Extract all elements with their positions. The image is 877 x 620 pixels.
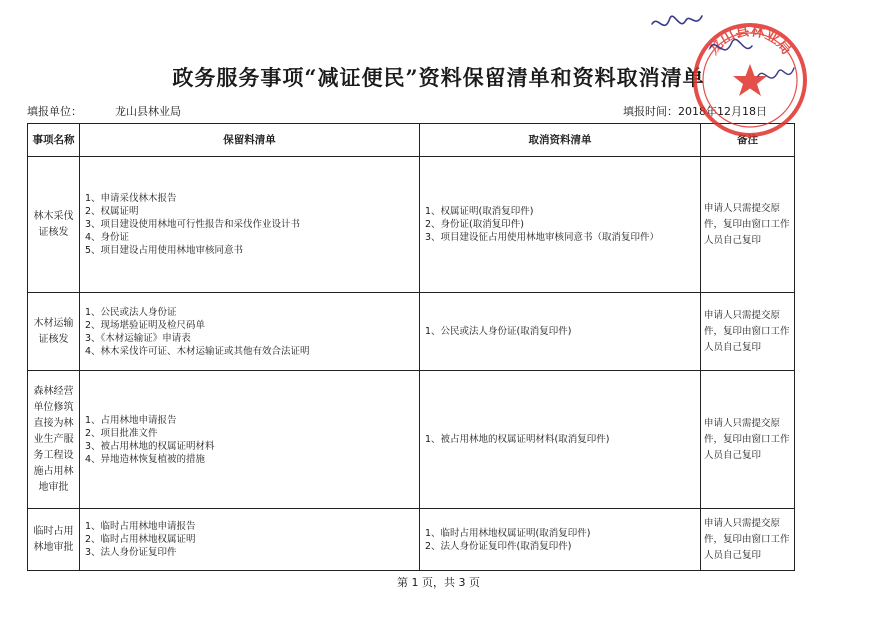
cancelled-item: 1、被占用林地的权属证明材料(取消复印件) — [425, 434, 610, 445]
cancelled-item: 2、身份证(取消复印件) — [425, 219, 524, 230]
note-text: 申请人只需提交原件，复印由窗口工作人员自己复印 — [701, 293, 795, 371]
retained-item: 1、临时占用林地申请报告 — [85, 521, 196, 532]
retained-item: 4、异地造林恢复植被的措施 — [85, 453, 206, 465]
retained-item: 3、项目建设使用林地可行性报告和采伐作业设计书 — [85, 219, 301, 230]
cancelled-list — [420, 509, 701, 571]
retained-item: 1、申请采伐林木报告 — [85, 193, 177, 204]
cancelled-item: 1、权属证明(取消复印件) — [425, 206, 534, 217]
retained-item: 2、现场堪验证明及检尺码单 — [85, 319, 206, 331]
note-text: 申请人只需提交原件，复印由窗口工作人员自己复印 — [701, 371, 795, 509]
note-text: 申请人只需提交原件，复印由窗口工作人员自己复印 — [701, 509, 795, 571]
cancelled-item: 3、项目建设征占用使用林地审核同意书（取消复印件） — [425, 232, 660, 243]
cancelled-item: 1、公民或法人身份证(取消复印件) — [425, 326, 572, 337]
cancelled-list — [420, 371, 701, 509]
retained-item: 4、林木采伐许可证、木材运输证或其他有效合法证明 — [85, 345, 310, 357]
cancelled-item: 2、法人身份证复印件(取消复印件) — [425, 540, 572, 552]
retained-item: 1、公民或法人身份证 — [85, 306, 177, 318]
item-name: 林木采伐证核发 — [28, 157, 80, 293]
retained-item: 5、项目建设占用使用林地审核同意书 — [85, 245, 244, 256]
retained-item: 3、法人身份证复印件 — [85, 547, 177, 558]
retained-list — [80, 293, 420, 371]
retained-list — [80, 157, 420, 293]
header-cancelled: 取消资料清单 — [420, 124, 701, 157]
table-header-row — [28, 124, 795, 157]
table-row — [28, 371, 795, 509]
table-row — [28, 157, 795, 293]
item-name: 森林经营单位修筑直接为林业生产服务工程设施占用林地审批 — [28, 371, 80, 509]
table-row — [28, 509, 795, 571]
unit-name: 龙山县林业局 — [115, 105, 181, 118]
checklist-table — [27, 123, 795, 571]
header-note: 备注 — [701, 124, 795, 157]
retained-item: 3、《木材运输证》申请表 — [85, 332, 191, 344]
retained-item: 2、临时占用林地权属证明 — [85, 534, 196, 545]
handwritten-signature — [640, 6, 800, 106]
header-retained: 保留料清单 — [80, 124, 420, 157]
document-title: 政务服务事项“减证便民”资料保留清单和资料取消清单 — [172, 65, 705, 90]
page-footer: 第 1 页，共 3 页 — [397, 576, 480, 589]
report-date: 填报时间：2018年12月18日 — [623, 105, 767, 118]
retained-item: 1、占用林地申请报告 — [85, 414, 177, 426]
retained-item: 4、身份证 — [85, 232, 130, 243]
note-text: 申请人只需提交原件，复印由窗口工作人员自己复印 — [701, 157, 795, 293]
item-name: 临时占用林地审批 — [28, 509, 80, 571]
retained-item: 3、被占用林地的权属证明材料 — [85, 440, 215, 452]
retained-item: 2、项目批准文件 — [85, 427, 158, 439]
cancelled-list — [420, 157, 701, 293]
cancelled-list — [420, 293, 701, 371]
header-item-name: 事项名称 — [28, 124, 80, 157]
unit-label: 填报单位： — [27, 105, 82, 118]
retained-list — [80, 509, 420, 571]
retained-item: 2、权属证明 — [85, 206, 139, 217]
retained-list — [80, 371, 420, 509]
svg-text:龙山县林业局: 龙山县林业局 — [705, 23, 795, 58]
table-row — [28, 293, 795, 371]
item-name: 木材运输证核发 — [28, 293, 80, 371]
cancelled-item: 1、临时占用林地权属证明(取消复印件) — [425, 527, 591, 539]
